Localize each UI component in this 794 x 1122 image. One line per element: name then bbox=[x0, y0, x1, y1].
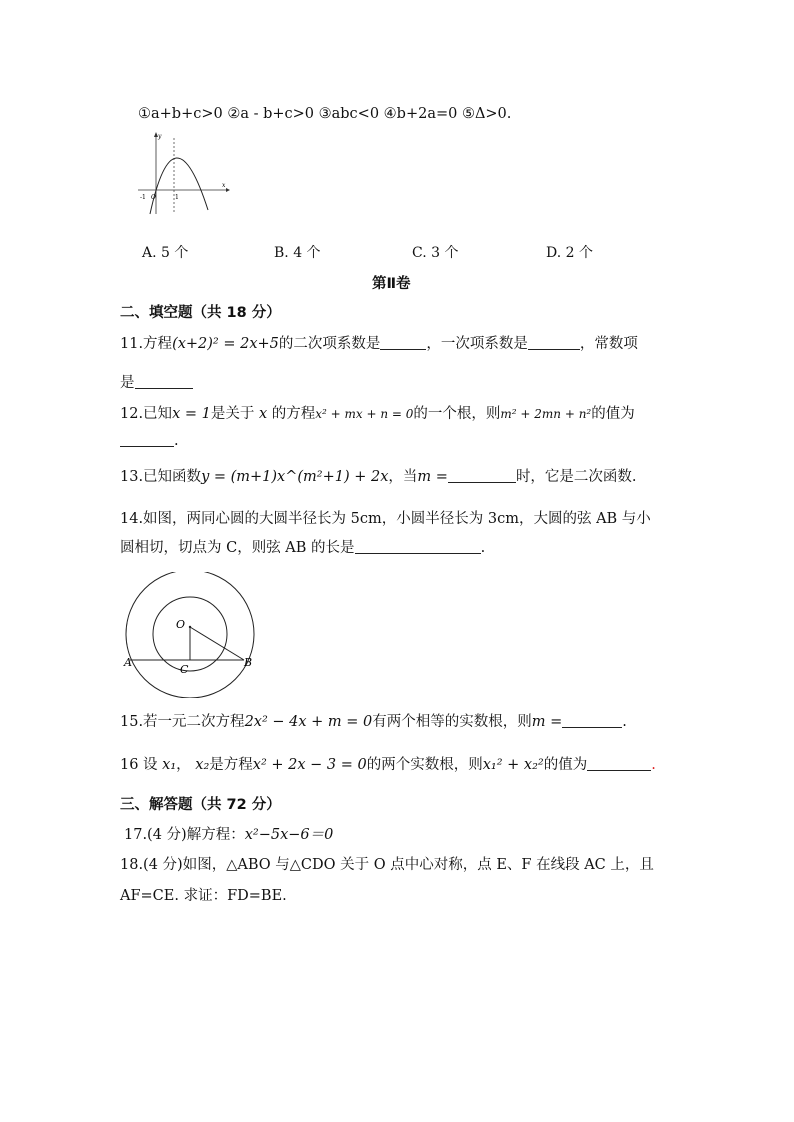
x-axis-arrow bbox=[226, 188, 230, 192]
graph-label-neg1: -1 bbox=[140, 194, 146, 201]
q14-line2: 圆相切，切点为 C，则弦 AB 的长是 . bbox=[120, 540, 486, 556]
part2-heading: 二、填空题（共 18 分） bbox=[120, 305, 281, 321]
q15-blank[interactable] bbox=[562, 713, 622, 728]
segment-ob bbox=[190, 627, 244, 660]
label-o: O bbox=[176, 618, 186, 631]
q15: 15.若一元二次方程2x² − 4x + m = 0有两个相等的实数根，则m = . bbox=[120, 714, 627, 730]
option-b: B. 4 个 bbox=[274, 245, 321, 261]
q11-line2: 是 bbox=[120, 371, 193, 392]
graph-label-one: 1 bbox=[175, 194, 179, 201]
center-point bbox=[189, 626, 191, 628]
label-b: B bbox=[244, 656, 253, 669]
parabola-curve bbox=[150, 158, 208, 214]
q13-blank[interactable] bbox=[448, 468, 516, 483]
option-d: D. 2 个 bbox=[546, 245, 593, 261]
q11-blank-3[interactable] bbox=[135, 374, 193, 389]
q12-line1: 12.已知x = 1是关于 x 的方程x² + mx + n = 0的一个根，则m² + 2mn + n²的值为 bbox=[120, 406, 635, 422]
label-a: A bbox=[124, 656, 132, 669]
q11-blank-1[interactable] bbox=[380, 335, 426, 350]
part3-heading: 三、解答题（共 72 分） bbox=[120, 797, 281, 813]
q11-equation: (x+2)² = 2x+5 bbox=[172, 336, 279, 352]
q16-blank[interactable] bbox=[587, 756, 651, 771]
q10-statements: ①a+b+c>0 ②a - b+c>0 ③abc<0 ④b+2a=0 ⑤Δ>0. bbox=[138, 106, 512, 122]
option-a: A. 5 个 bbox=[142, 245, 189, 261]
q11-line1: 11.方程(x+2)² = 2x+5的二次项系数是 ，一次项系数是 ，常数项 bbox=[120, 336, 638, 352]
q12-line2: . bbox=[120, 432, 179, 449]
q13: 13.已知函数y = (m+1)x^(m²+1) + 2x，当m = 时，它是二次函数. bbox=[120, 469, 637, 485]
q11-blank-2[interactable] bbox=[528, 335, 580, 350]
q18-line2: AF=CE. 求证：FD=BE. bbox=[120, 888, 287, 904]
section2-title: 第Ⅱ卷 bbox=[372, 276, 411, 292]
q18-line1: 18.(4 分)如图，△ABO 与△CDO 关于 O 点中心对称，点 E、F 在线段 AC 上，且 bbox=[120, 857, 654, 873]
q12-blank[interactable] bbox=[120, 432, 174, 447]
graph-label-x: x bbox=[222, 182, 226, 189]
option-c: C. 3 个 bbox=[412, 245, 459, 261]
q17: 17.(4 分)解方程：x²−5x−6＝0 bbox=[124, 827, 334, 843]
q10-parabola-graph bbox=[134, 130, 234, 218]
q14-blank[interactable] bbox=[355, 539, 481, 554]
graph-label-y: y bbox=[158, 133, 162, 140]
q14-line1: 14.如图，两同心圆的大圆半径长为 5cm，小圆半径长为 3cm，大圆的弦 AB 与小 bbox=[120, 511, 651, 527]
q14-concentric-circles bbox=[118, 572, 268, 698]
graph-label-origin: O bbox=[151, 194, 156, 201]
label-c: C bbox=[180, 663, 189, 676]
q16: 16 设 x₁， x₂是方程x² + 2x − 3 = 0的两个实数根，则x₁² + x₂²的值为 . bbox=[120, 757, 656, 773]
